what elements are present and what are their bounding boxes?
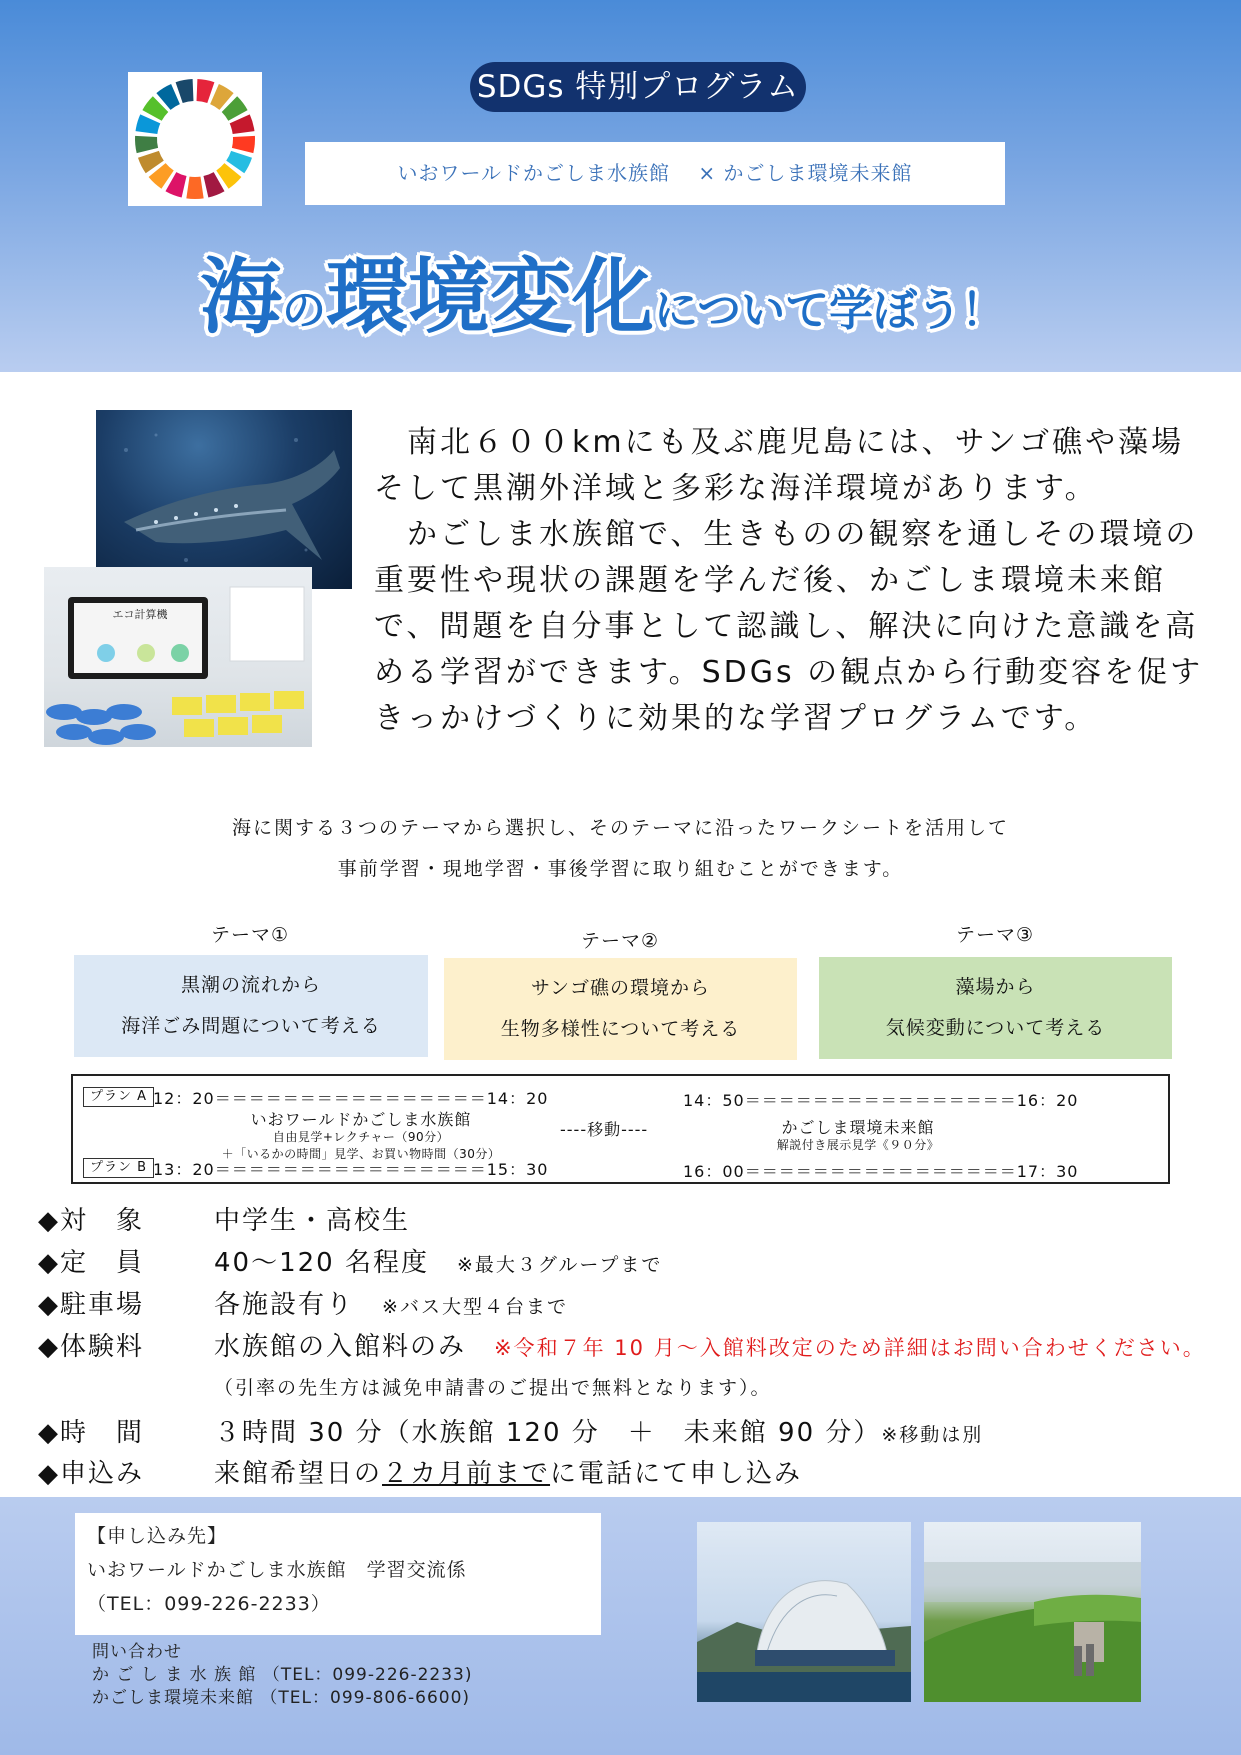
sdgs-wheel-segment xyxy=(135,136,158,153)
info-time xyxy=(38,1412,984,1449)
museum-time-a: 14：50＝＝＝＝＝＝＝＝＝＝＝＝＝＝＝＝16：20 xyxy=(683,1091,1079,1110)
info-time-value-wrap xyxy=(214,1412,983,1449)
info-target-label: ◆対 象 xyxy=(38,1206,144,1236)
info-parking xyxy=(38,1284,568,1321)
intro-text xyxy=(374,420,1204,742)
lead-line-1: 海に関する３つのテーマから選択し、そのテーマに沿ったワークシートを活用して xyxy=(231,817,1009,839)
aquarium-building-illustration xyxy=(697,1522,911,1702)
info-fee xyxy=(38,1326,1206,1363)
plan-b-tag: プラン B xyxy=(83,1158,154,1178)
inquiry-contacts xyxy=(92,1641,472,1710)
info-fee-value: 水族館の入館料のみ xyxy=(214,1332,467,1362)
info-fee-sub-value: （引率の先生方は減免申請書のご提出で無料となります）。 xyxy=(214,1377,772,1399)
apply-heading: 【申し込み先】 xyxy=(87,1525,228,1547)
intro-paragraph-1: 南北６００kmにも及ぶ鹿児島には、サンゴ礁や藻場そして黒潮外洋域と多彩な海洋環境があります。 xyxy=(374,425,1185,506)
plan-a-time: 12：20＝＝＝＝＝＝＝＝＝＝＝＝＝＝＝＝14：20 xyxy=(153,1089,549,1108)
sdgs-wheel-segment xyxy=(176,79,194,103)
info-fee-note: ※令和７年 10 月～入館料改定のため詳細はお問い合わせください。 xyxy=(494,1336,1206,1360)
museum-detail: 解説付き展示見学《９０分》 xyxy=(776,1138,940,1152)
inquiry-museum: かごしま環境未来館 （TEL：099-806-6600) xyxy=(92,1688,471,1708)
schedule-box xyxy=(71,1074,1170,1184)
sdgs-wheel-segment xyxy=(197,79,215,103)
title-sea: 海 xyxy=(200,250,283,345)
theme-1-label: テーマ① xyxy=(210,924,290,946)
info-apply-value-pre: 来館希望日の xyxy=(214,1459,383,1489)
info-apply-value-post: に電話にて申し込み xyxy=(550,1459,803,1489)
sdgs-wheel-segment xyxy=(232,136,255,153)
info-fee-label: ◆体験料 xyxy=(38,1332,144,1362)
program-badge: SDGs 特別プログラム xyxy=(470,62,806,112)
intro-paragraph-2: かごしま水族館で、生きものの観察を通しその環境の重要性や現状の課題を学んだ後、かごしま環境未来館で、問題を自分事として認識し、解決に向けた意識を高める学習ができます。SDGs の観点から行動変容を促すきっかけづくりに効果的な学習プログラムです。 xyxy=(374,517,1204,736)
aquarium-building-photo xyxy=(697,1522,911,1702)
theme-2-line-2: 生物多様性について考える xyxy=(500,1018,741,1040)
title-env-change: 環境変化 xyxy=(326,250,655,345)
info-capacity xyxy=(38,1242,663,1279)
plan-b-time: 13：20＝＝＝＝＝＝＝＝＝＝＝＝＝＝＝＝15：30 xyxy=(153,1160,549,1179)
info-apply-value-underline: ２カ月前まで xyxy=(382,1459,551,1489)
inquiry-aquarium: か ご し ま 水 族 館 （TEL：099-226-2233) xyxy=(92,1665,473,1685)
theme-1-card xyxy=(74,955,428,1057)
theme-2-card xyxy=(444,958,797,1060)
move-label: ----移動---- xyxy=(560,1120,649,1139)
title-learn: について学ぼう！ xyxy=(654,285,1006,336)
info-apply xyxy=(38,1453,803,1490)
info-parking-note: ※バス大型４台まで xyxy=(382,1296,568,1318)
info-target xyxy=(38,1200,411,1237)
theme-3-label: テーマ③ xyxy=(955,924,1035,946)
theme-3-line-2: 気候変動について考える xyxy=(885,1017,1106,1039)
theme-3-line-1: 藻場から xyxy=(955,976,1036,998)
info-apply-label: ◆申込み xyxy=(38,1459,144,1489)
info-apply-value-wrap xyxy=(214,1453,802,1490)
environment-museum-photo xyxy=(924,1522,1141,1702)
apply-contact-box xyxy=(75,1513,601,1635)
theme-3-card xyxy=(819,957,1172,1059)
aquarium-detail-2: ＋「いるかの時間」見学、お買い物時間（30分） xyxy=(221,1147,501,1161)
theme-2-line-1: サンゴ礁の環境から xyxy=(530,977,711,999)
theme-1-line-1: 黒潮の流れから xyxy=(180,974,321,996)
lead-text xyxy=(0,808,1241,890)
theme-1-line-2: 海洋ごみ問題について考える xyxy=(121,1015,381,1037)
page-title xyxy=(200,232,1160,345)
eco-calculator-illustration xyxy=(44,567,312,747)
apply-org: いおワールドかごしま水族館 学習交流係 xyxy=(87,1559,467,1581)
theme-2-label: テーマ② xyxy=(580,930,660,952)
info-capacity-value: 40～120 名程度 xyxy=(214,1248,429,1278)
info-time-label: ◆時 間 xyxy=(38,1418,144,1448)
info-target-value: 中学生・高校生 xyxy=(214,1206,411,1236)
eco-calculator-photo xyxy=(44,567,312,747)
title-no: の xyxy=(282,285,327,336)
museum-time-b: 16：00＝＝＝＝＝＝＝＝＝＝＝＝＝＝＝＝17：30 xyxy=(683,1162,1079,1181)
collaboration-label: いおワールドかごしま水族館 × かごしま環境未来館 xyxy=(305,142,1005,205)
sdgs-logo xyxy=(128,72,262,206)
info-parking-value: 各施設有り xyxy=(214,1290,355,1320)
info-capacity-note: ※最大３グループまで xyxy=(457,1254,663,1276)
sdgs-wheel-segment xyxy=(186,177,203,199)
aquarium-detail-1: 自由見学+レクチャー（90分） xyxy=(272,1130,450,1144)
whale-shark-photo xyxy=(96,410,352,589)
whale-shark-icon xyxy=(96,410,352,589)
calculator-screen-title: エコ計算機 xyxy=(112,608,168,621)
info-time-note: ※移動は別 xyxy=(881,1424,984,1446)
museum-name: かごしま環境未来館 xyxy=(781,1118,935,1137)
plan-a-tag: プラン A xyxy=(83,1087,154,1107)
apply-tel: （TEL：099-226-2233） xyxy=(87,1593,331,1615)
lead-line-2: 事前学習・現地学習・事後学習に取り組むことができます。 xyxy=(337,858,904,880)
info-time-value: ３時間 30 分（水族館 120 分 ＋ 未来館 90 分） xyxy=(214,1418,882,1448)
aquarium-name: いおワールドかごしま水族館 xyxy=(250,1110,472,1129)
info-capacity-label: ◆定 員 xyxy=(38,1248,144,1278)
sdgs-wheel-icon xyxy=(128,72,262,206)
info-fee-value-wrap xyxy=(214,1326,1206,1363)
info-capacity-value-wrap xyxy=(214,1242,662,1279)
inquiry-heading: 問い合わせ xyxy=(92,1642,182,1662)
info-parking-value-wrap xyxy=(214,1284,568,1321)
info-parking-label: ◆駐車場 xyxy=(38,1290,144,1320)
museum-building-illustration xyxy=(924,1522,1141,1702)
